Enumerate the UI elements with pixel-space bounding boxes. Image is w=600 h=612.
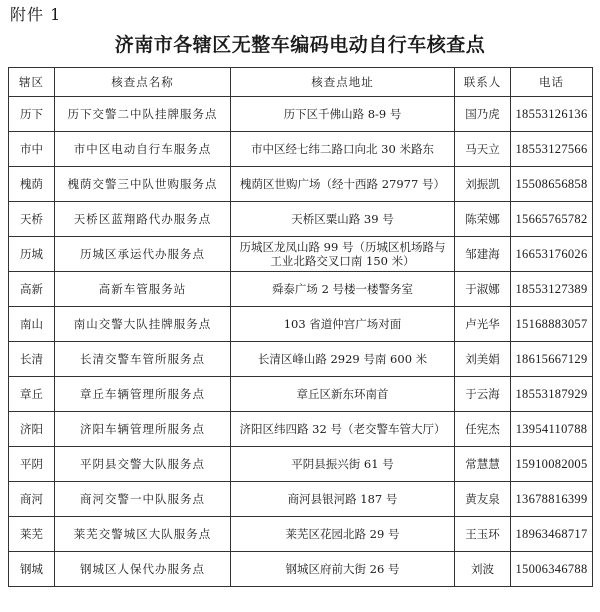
cell-checkpoint-address: 历下区千佛山路 8-9 号 [231,97,455,132]
cell-contact: 刘美娟 [455,342,511,377]
cell-checkpoint-address: 市中区经七纬二路口向北 30 米路东 [231,132,455,167]
cell-checkpoint-address: 天桥区粟山路 39 号 [231,202,455,237]
cell-district: 平阴 [9,447,55,482]
cell-checkpoint-name: 高新车管服务站 [55,272,231,307]
table-row [9,552,593,587]
cell-district: 历下 [9,97,55,132]
cell-district: 高新 [9,272,55,307]
cell-checkpoint-address: 商河县银河路 187 号 [231,482,455,517]
cell-checkpoint-address: 济阳区纬四路 32 号（老交警车管大厅） [231,412,455,447]
appendix-label: 附件 1 [10,5,62,24]
cell-checkpoint-address: 103 省道仲宫广场对面 [231,307,455,342]
table-row [9,167,593,202]
cell-checkpoint-name: 平阴县交警大队服务点 [55,447,231,482]
cell-contact: 卢光华 [455,307,511,342]
cell-contact: 陈荣娜 [455,202,511,237]
cell-district: 章丘 [9,377,55,412]
document-title: 济南市各辖区无整车编码电动自行车核查点 [114,34,486,56]
cell-district: 南山 [9,307,55,342]
cell-checkpoint-name: 商河交警一中队服务点 [55,482,231,517]
cell-checkpoint-name: 钢城区人保代办服务点 [55,552,231,587]
cell-checkpoint-address: 钢城区府前大街 26 号 [231,552,455,587]
cell-district: 商河 [9,482,55,517]
cell-contact: 任宪杰 [455,412,511,447]
cell-district: 济阳 [9,412,55,447]
cell-phone: 13678816399 [511,482,593,517]
cell-phone: 18553127389 [511,272,593,307]
cell-district: 长清 [9,342,55,377]
cell-checkpoint-name: 章丘车辆管理所服务点 [55,377,231,412]
cell-district: 莱芜 [9,517,55,552]
cell-phone: 15006346788 [511,552,593,587]
cell-district: 天桥 [9,202,55,237]
cell-contact: 于云海 [455,377,511,412]
cell-checkpoint-address: 历城区龙凤山路 99 号（历城区机场路与工业北路交叉口南 150 米） [231,237,455,272]
cell-checkpoint-address: 莱芜区花园北路 29 号 [231,517,455,552]
cell-checkpoint-address: 平阴县振兴街 61 号 [231,447,455,482]
header-checkpoint-name: 核查点名称 [55,68,231,97]
table-row [9,482,593,517]
cell-district: 市中 [9,132,55,167]
cell-checkpoint-name: 天桥区蓝翔路代办服务点 [55,202,231,237]
cell-contact: 马天立 [455,132,511,167]
table-row [9,132,593,167]
cell-district: 钢城 [9,552,55,587]
table-row [9,377,593,412]
cell-checkpoint-name: 市中区电动自行车服务点 [55,132,231,167]
cell-checkpoint-address: 槐荫区世购广场（经十西路 27977 号） [231,167,455,202]
cell-contact: 刘波 [455,552,511,587]
cell-contact: 刘振凯 [455,167,511,202]
table-row [9,412,593,447]
cell-phone: 18553126136 [511,97,593,132]
cell-district: 槐荫 [9,167,55,202]
cell-contact: 黄友泉 [455,482,511,517]
header-phone: 电话 [511,68,593,97]
table-row [9,237,593,272]
cell-phone: 16653176026 [511,237,593,272]
table-row [9,272,593,307]
cell-checkpoint-address: 章丘区新东环南首 [231,377,455,412]
cell-phone: 18615667129 [511,342,593,377]
table-row [9,342,593,377]
cell-checkpoint-name: 长清交警车管所服务点 [55,342,231,377]
cell-checkpoint-name: 南山交警大队挂牌服务点 [55,307,231,342]
cell-phone: 13954110788 [511,412,593,447]
cell-checkpoint-name: 历下交警二中队挂牌服务点 [55,97,231,132]
header-checkpoint-address: 核查点地址 [231,68,455,97]
cell-checkpoint-name: 济阳车辆管理所服务点 [55,412,231,447]
cell-phone: 15910082005 [511,447,593,482]
checkpoint-table [8,67,593,587]
cell-checkpoint-name: 槐荫交警三中队世购服务点 [55,167,231,202]
table-row [9,202,593,237]
table-row [9,447,593,482]
cell-contact: 国乃虎 [455,97,511,132]
cell-phone: 15168883057 [511,307,593,342]
header-district: 辖区 [9,68,55,97]
cell-checkpoint-address: 舜泰广场 2 号楼一楼警务室 [231,272,455,307]
cell-phone: 18553187929 [511,377,593,412]
table-row [9,517,593,552]
cell-phone: 18963468717 [511,517,593,552]
cell-contact: 王玉环 [455,517,511,552]
cell-contact: 常慧慧 [455,447,511,482]
cell-checkpoint-name: 莱芜交警城区大队服务点 [55,517,231,552]
cell-contact: 于淑娜 [455,272,511,307]
cell-phone: 15665765782 [511,202,593,237]
cell-phone: 15508656858 [511,167,593,202]
cell-checkpoint-name: 历城区承运代办服务点 [55,237,231,272]
table-header-row [9,68,593,97]
cell-contact: 邹建海 [455,237,511,272]
header-contact: 联系人 [455,68,511,97]
table-row [9,307,593,342]
cell-checkpoint-address: 长清区峰山路 2929 号南 600 米 [231,342,455,377]
table-row [9,97,593,132]
cell-phone: 18553127566 [511,132,593,167]
cell-district: 历城 [9,237,55,272]
